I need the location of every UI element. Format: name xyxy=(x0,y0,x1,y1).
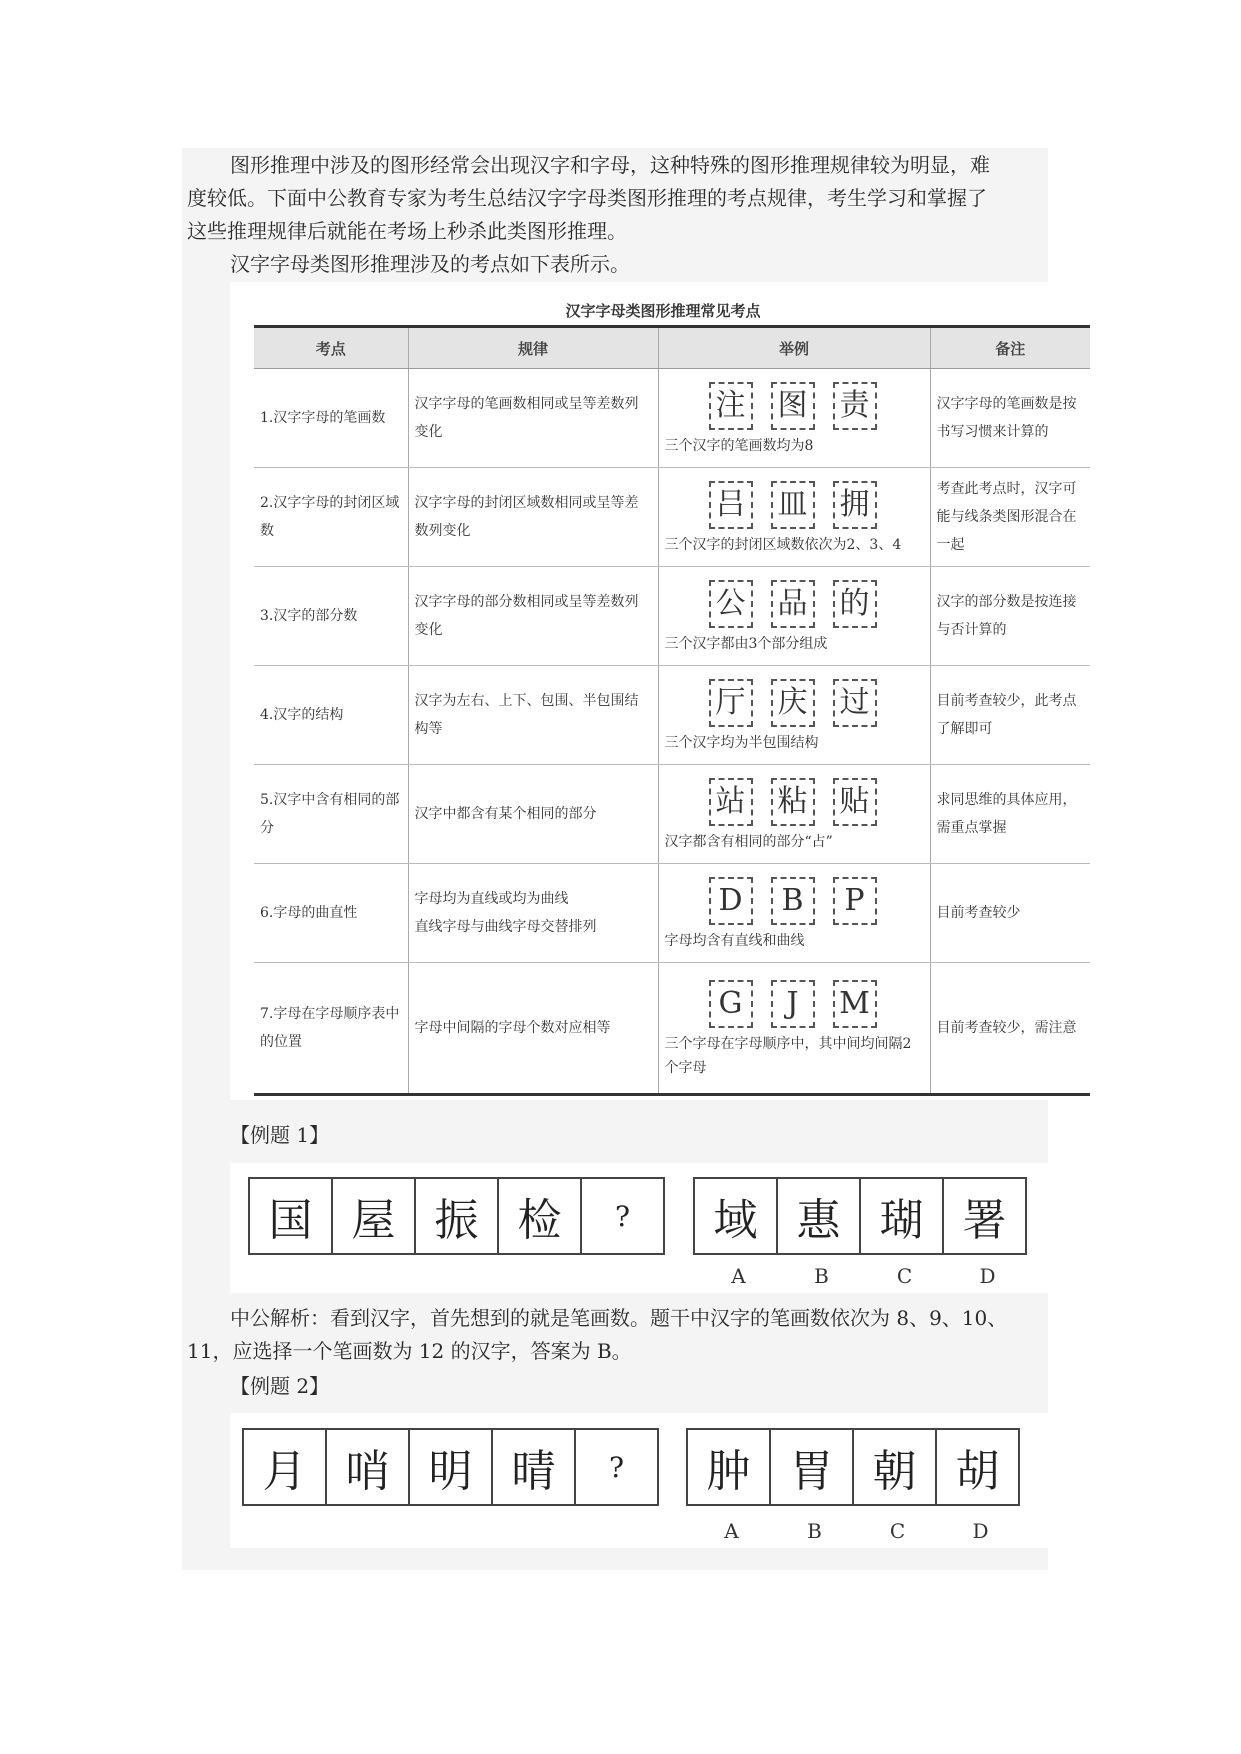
example-glyph: 图 xyxy=(771,382,815,430)
stem-cell: 振 xyxy=(414,1177,499,1255)
stem-cell: 晴 xyxy=(491,1428,576,1506)
example-glyph: 的 xyxy=(833,580,877,628)
example1-stem xyxy=(250,1177,665,1255)
example-glyph: G xyxy=(709,980,753,1028)
analysis-line-1: 中公解析：看到汉字，首先想到的就是笔画数。题干中汉字的笔画数依次为 8、9、10、 xyxy=(230,1306,1008,1330)
row-example xyxy=(658,468,930,567)
option-cell: 署 xyxy=(942,1177,1027,1255)
row-example xyxy=(658,666,930,765)
example-glyph: 注 xyxy=(709,382,753,430)
option-letter: D xyxy=(972,1519,989,1543)
table-caption: 汉字字母类图形推理常见考点 xyxy=(565,302,761,320)
example2-stem xyxy=(244,1428,659,1506)
row-remark: 求同思维的具体应用，需重点掌握 xyxy=(930,765,1090,864)
option-cell: 域 xyxy=(693,1177,778,1255)
rules-table-panel xyxy=(230,282,1096,1100)
row-remark: 汉字的部分数是按连接与否计算的 xyxy=(930,567,1090,666)
row-example xyxy=(658,864,930,963)
example-glyph: 吕 xyxy=(709,481,753,529)
option-letter: A xyxy=(731,1264,746,1288)
rules-table xyxy=(254,325,1090,1096)
row-rule: 汉字为左右、上下、包围、半包围结构等 xyxy=(408,666,658,765)
example2-option-letters xyxy=(690,1519,1022,1543)
stem-cell: 月 xyxy=(242,1428,327,1506)
row-point: 1.汉字字母的笔画数 xyxy=(254,369,408,468)
example2-label: 【例题 2】 xyxy=(230,1374,330,1398)
row-rule: 字母均为直线或均为曲线 直线字母与曲线字母交替排列 xyxy=(408,864,658,963)
example-glyph: 厅 xyxy=(709,679,753,727)
row-example xyxy=(658,369,930,468)
row-rule: 汉字字母的封闭区域数相同或呈等差数列变化 xyxy=(408,468,658,567)
example-glyph: 责 xyxy=(833,382,877,430)
example1-label: 【例题 1】 xyxy=(230,1123,330,1147)
row-rule: 汉字字母的笔画数相同或呈等差数列变化 xyxy=(408,369,658,468)
example-note: 汉字都含有相同的部分“占” xyxy=(664,834,833,850)
row-remark: 目前考查较少，此考点了解即可 xyxy=(930,666,1090,765)
example-glyph: M xyxy=(833,980,877,1028)
row-remark: 汉字字母的笔画数是按书写习惯来计算的 xyxy=(930,369,1090,468)
analysis-line-2: 11，应选择一个笔画数为 12 的汉字，答案为 B。 xyxy=(187,1339,632,1363)
row-point: 2.汉字字母的封闭区域数 xyxy=(254,468,408,567)
example1-option-letters xyxy=(697,1264,1029,1288)
example-glyph: 贴 xyxy=(833,778,877,826)
example-glyph: 过 xyxy=(833,679,877,727)
option-letter: B xyxy=(807,1519,822,1543)
row-point: 4.汉字的结构 xyxy=(254,666,408,765)
example-note: 字母均含有直线和曲线 xyxy=(664,933,805,949)
example-note: 三个汉字都由3个部分组成 xyxy=(664,636,828,652)
table-row xyxy=(254,468,1090,567)
header-remark: 备注 xyxy=(930,327,1090,369)
row-example xyxy=(658,765,930,864)
stem-cell: 国 xyxy=(248,1177,333,1255)
stem-cell: 哨 xyxy=(325,1428,410,1506)
stem-cell: 检 xyxy=(497,1177,582,1255)
example-glyph: J xyxy=(771,980,815,1028)
example2-options xyxy=(688,1428,1020,1506)
option-cell: 惠 xyxy=(776,1177,861,1255)
row-rule: 字母中间隔的字母个数对应相等 xyxy=(408,963,658,1095)
example-note: 三个汉字的笔画数均为8 xyxy=(664,438,814,454)
option-letter: D xyxy=(979,1264,996,1288)
table-row xyxy=(254,963,1090,1095)
example-glyph: 皿 xyxy=(771,481,815,529)
option-letter: C xyxy=(896,1264,913,1288)
row-point: 3.汉字的部分数 xyxy=(254,567,408,666)
question-mark-cell: ? xyxy=(574,1428,659,1506)
example-glyph: 粘 xyxy=(771,778,815,826)
question-mark-cell: ? xyxy=(580,1177,665,1255)
row-point: 5.汉字中含有相同的部分 xyxy=(254,765,408,864)
intro-line-2: 度较低。下面中公教育专家为考生总结汉字字母类图形推理的考点规律，考生学习和掌握了 xyxy=(187,186,987,210)
example-glyph: B xyxy=(771,877,815,925)
option-cell: 胃 xyxy=(769,1428,854,1506)
table-header-row xyxy=(254,327,1090,369)
example-glyph: 拥 xyxy=(833,481,877,529)
example-note: 三个汉字的封闭区域数依次为2、3、4 xyxy=(664,537,902,553)
example1-options xyxy=(695,1177,1027,1255)
example-note: 三个汉字均为半包围结构 xyxy=(664,735,819,751)
intro-line-3: 这些推理规律后就能在考场上秒杀此类图形推理。 xyxy=(187,219,627,243)
header-example: 举例 xyxy=(658,327,930,369)
option-letter: A xyxy=(724,1519,739,1543)
example-glyph: 公 xyxy=(709,580,753,628)
row-rule: 汉字字母的部分数相同或呈等差数列变化 xyxy=(408,567,658,666)
option-cell: 胡 xyxy=(935,1428,1020,1506)
row-point: 6.字母的曲直性 xyxy=(254,864,408,963)
table-row xyxy=(254,567,1090,666)
table-row xyxy=(254,864,1090,963)
row-remark: 目前考查较少 xyxy=(930,864,1090,963)
example-note: 三个字母在字母顺序中，其中间均间隔2个字母 xyxy=(664,1036,912,1076)
row-example xyxy=(658,567,930,666)
row-point: 7.字母在字母顺序表中的位置 xyxy=(254,963,408,1095)
option-letter: C xyxy=(889,1519,906,1543)
example-glyph: 站 xyxy=(709,778,753,826)
row-remark: 目前考查较少，需注意 xyxy=(930,963,1090,1095)
table-row xyxy=(254,666,1090,765)
row-example xyxy=(658,963,930,1095)
table-row xyxy=(254,369,1090,468)
example-glyph: D xyxy=(709,877,753,925)
option-cell: 瑚 xyxy=(859,1177,944,1255)
stem-cell: 屋 xyxy=(331,1177,416,1255)
option-cell: 肿 xyxy=(686,1428,771,1506)
stem-cell: 明 xyxy=(408,1428,493,1506)
option-letter: B xyxy=(814,1264,829,1288)
table-row xyxy=(254,765,1090,864)
example-glyph: 品 xyxy=(771,580,815,628)
header-point: 考点 xyxy=(254,327,408,369)
row-rule: 汉字中都含有某个相同的部分 xyxy=(408,765,658,864)
example-glyph: 庆 xyxy=(771,679,815,727)
option-cell: 朝 xyxy=(852,1428,937,1506)
intro-line-1: 图形推理中涉及的图形经常会出现汉字和字母，这种特殊的图形推理规律较为明显，难 xyxy=(230,153,990,177)
row-remark: 考查此考点时，汉字可能与线条类图形混合在一起 xyxy=(930,468,1090,567)
example-glyph: P xyxy=(833,877,877,925)
header-rule: 规律 xyxy=(408,327,658,369)
intro-line-4: 汉字字母类图形推理涉及的考点如下表所示。 xyxy=(230,252,630,276)
